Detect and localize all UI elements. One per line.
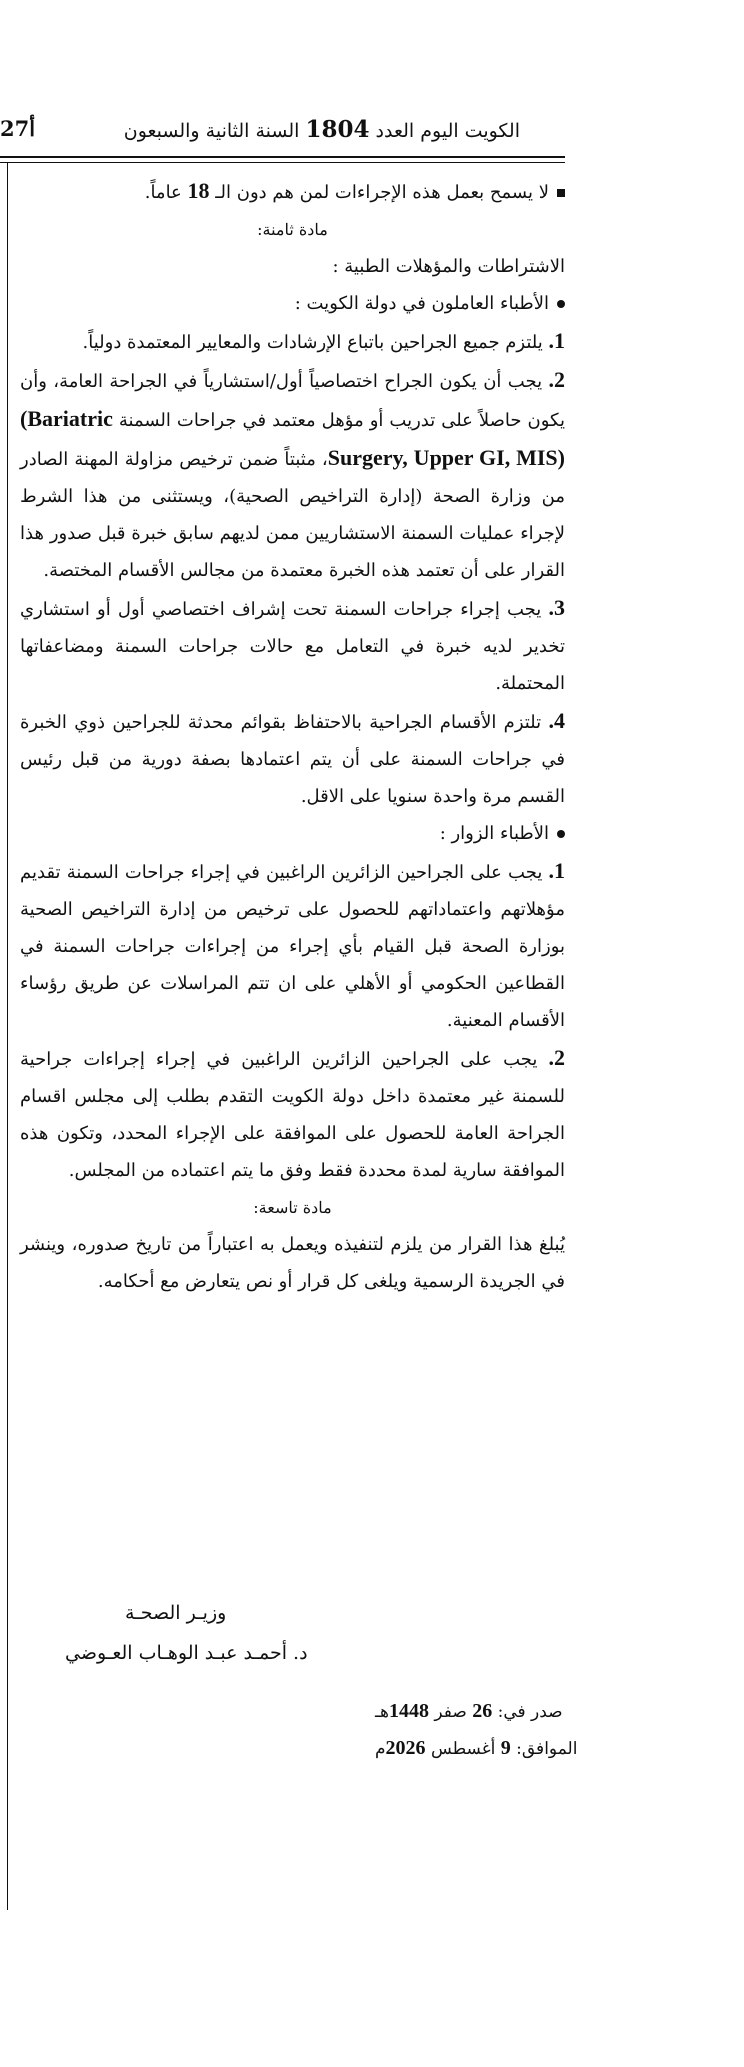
local-item-2: 2. يجب أن يكون الجراح اختصاصياً أول/استشارياً في الجراحة العامة، وأن يكون حاصلاً على تدريب أو مؤهل معتمد في جراحات السمنة (Bariatric Surgery, Upper GI, MIS)، مثبتاً ضمن ترخيص مزاولة المهنة الصادر من وزارة الصحة (إدارة التراخيص الصحية)، ويستثنى من هذا الشرط لإجراء عمليات السمنة الاستشاريين ممن لديهم سابق خبرة قبل صدور هذا القرار على أن تعتمد هذه الخبرة معتمدة من مجالس الأقسام المختصة. — [20, 367, 565, 581]
issued-date: صدر في: 26 صفر 1448هـ — [375, 1700, 563, 1722]
header-issue-number: 1804 — [305, 116, 370, 143]
article-body — [20, 172, 565, 1300]
square-bullet-icon — [557, 189, 565, 197]
header-rule-thin — [0, 162, 565, 163]
page-number: 27أ — [0, 116, 36, 141]
article-8-title: مادة ثامنة: — [257, 220, 328, 239]
article-9-title: مادة تاسعة: — [253, 1198, 332, 1217]
bullet-icon — [557, 300, 565, 308]
header-rule-thick — [0, 156, 565, 158]
page-header — [125, 116, 520, 143]
header-year: السنة الثانية والسبعون — [123, 120, 300, 142]
age-restriction: لا يسمح بعمل هذه الإجراءات لمن هم دون الـ 18 عاماً. — [20, 172, 565, 211]
local-item-4: 4. تلتزم الأقسام الجراحية بالاحتفاظ بقوائم محدثة للجراحين ذوي الخبرة في جراحات السمنة على أن يتم اعتمادها بصفة دورية من قبل رئيس القسم مرة واحدة سنويا على الاقل. — [20, 708, 565, 807]
requirements-heading: الاشتراطات والمؤهلات الطبية : — [332, 256, 565, 277]
signature-name: د. أحمـد عبـد الوهـاب العـوضي — [65, 1642, 308, 1664]
corresponding-date: الموافق: 9 أغسطس 2026م — [375, 1737, 578, 1759]
visiting-item-1: 1. يجب على الجراحين الزائرين الراغبين في إجراء جراحات السمنة تقديم مؤهلاتهم واعتماداتهم للحصول على ترخيص من إدارة التراخيص الصحية بوزارة الصحة قبل القيام بأي إجراء من إجراءات جراحات السمنة في القطاعين الحكومي أو الأهلي على ان تتم المراسلات عن طريق رؤساء الأقسام المعنية. — [20, 858, 565, 1031]
signature-title: وزيـر الصحـة — [125, 1602, 227, 1624]
local-item-3: 3. يجب إجراء جراحات السمنة تحت إشراف اختصاصي أول أو استشاري تخدير لديه خبرة في التعامل مع حالات جراحات السمنة ومضاعفاتها المحتملة. — [20, 595, 565, 694]
header-publication: الكويت اليوم العدد — [375, 120, 520, 142]
local-doctors-heading: الأطباء العاملون في دولة الكويت : — [20, 285, 565, 322]
specialty-latin-terms: (Bariatric Surgery, Upper GI, MIS) — [20, 406, 565, 470]
bullet-icon — [557, 830, 565, 838]
article-9-text: يُبلغ هذا القرار من يلزم لتنفيذه ويعمل به اعتباراً من تاريخ صدوره، وينشر في الجريدة الرسمية ويلغى كل قرار أو نص يتعارض مع أحكامه. — [20, 1234, 565, 1292]
visiting-item-2: 2. يجب على الجراحين الزائرين الراغبين في إجراء إجراءات جراحية للسمنة غير معتمدة داخل دولة الكويت التقدم بطلب إلى مجلس اقسام الجراحة العامة للحصول على الموافقة على الإجراء المحدد، وتكون هذه الموافقة سارية لمدة محددة فقط وفق ما يتم اعتماده من المجلس. — [20, 1045, 565, 1181]
visiting-doctors-heading: الأطباء الزوار : — [20, 815, 565, 852]
local-item-1: 1. يلتزم جميع الجراحين باتباع الإرشادات والمعايير المعتمدة دولياً. — [82, 328, 565, 353]
column-divider — [7, 163, 8, 1910]
